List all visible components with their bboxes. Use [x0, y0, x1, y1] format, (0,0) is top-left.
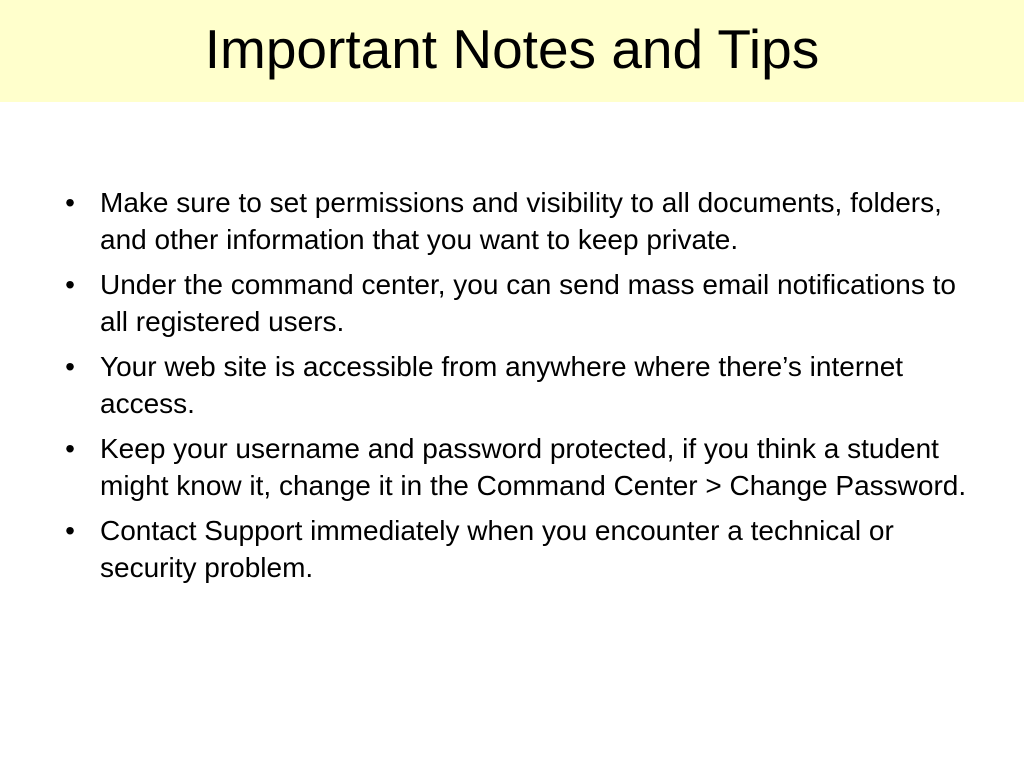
bullet-icon: •: [65, 351, 75, 382]
bullet-icon: •: [65, 269, 75, 300]
bullet-item-accessibility: [58, 348, 978, 422]
bullet-icon: •: [65, 433, 75, 464]
slide-title: Important Notes and Tips: [204, 17, 820, 80]
bullet-text: Your web site is accessible from anywhere where there’s internet access.: [100, 351, 904, 419]
bullet-text: Make sure to set permissions and visibility to all documents, folders, and other information that you want to keep private.: [100, 187, 942, 255]
bullet-icon: •: [65, 187, 75, 218]
title-band: [0, 0, 1024, 102]
bullet-icon: •: [65, 515, 75, 546]
bullet-item-password: [58, 430, 978, 504]
bullet-list: [58, 184, 978, 594]
bullet-item-mass-email: [58, 266, 978, 340]
bullet-item-support: [58, 512, 978, 586]
bullet-text: Keep your username and password protected, if you think a student might know it, change it in the Command Center > Change Password.: [100, 433, 967, 501]
bullet-text: Under the command center, you can send mass email notifications to all registered users.: [100, 269, 956, 337]
bullet-item-permissions: [58, 184, 978, 258]
bullet-text: Contact Support immediately when you encounter a technical or security problem.: [100, 515, 894, 583]
